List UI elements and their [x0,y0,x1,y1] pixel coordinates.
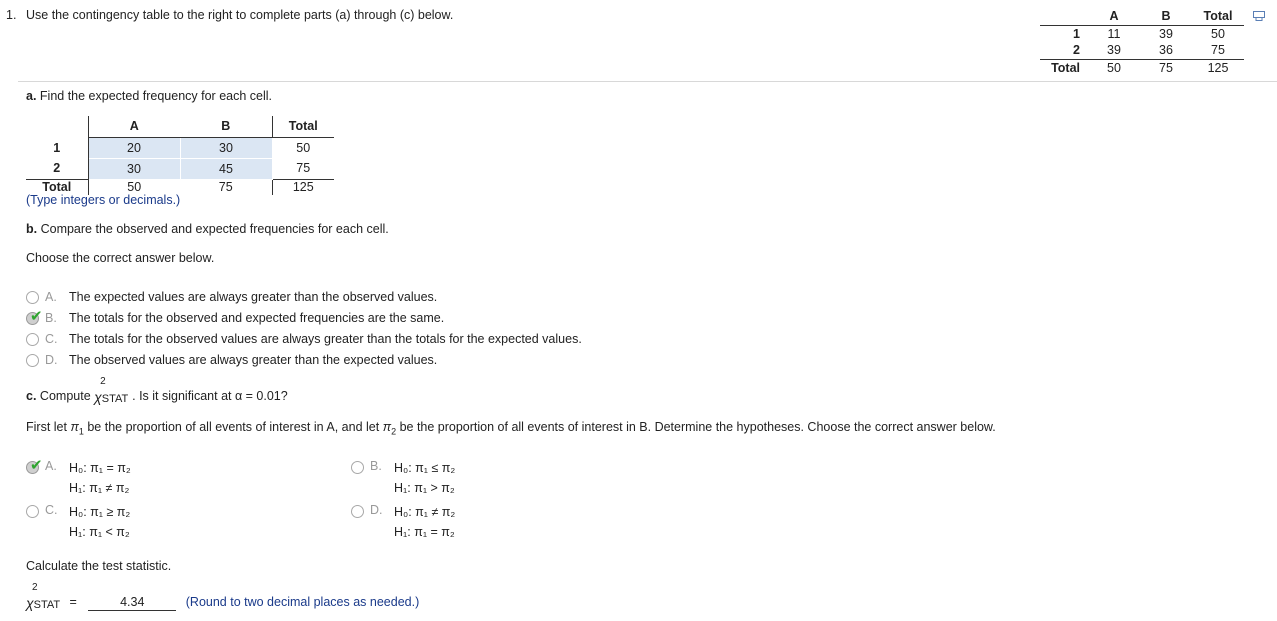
exp-header-total: Total [272,116,334,137]
chi-square-answer-input[interactable]: 4.34 [88,595,176,611]
expected-input-2a[interactable]: 30 [88,158,180,179]
table-popout-icon[interactable] [1253,11,1265,21]
expected-table [26,116,334,195]
check-icon: ✔ [30,457,43,474]
expected-input-2b[interactable]: 45 [180,158,272,179]
chi-square-answer-row: χSTAT 2 = 4.34 (Round to two decimal places as needed.) [26,582,420,611]
obs-header-b: B [1140,8,1192,25]
radio-button[interactable] [26,505,39,518]
expected-input-1b[interactable]: 30 [180,137,272,158]
table-row: 2 39 36 75 [1073,43,1225,58]
chi-square-symbol: χSTAT 2 [26,582,61,611]
table-row: 1 20 30 50 [26,137,334,158]
question-number: 1. [6,8,17,22]
obs-header-a: A [1088,8,1140,25]
exp-header-a: A [88,116,180,137]
part-a-label: a. Find the expected frequency for each cell. [26,89,273,103]
hypothesis-option-a[interactable]: ✔ A. H₀: π₁ = π₂ H₁: π₁ ≠ π₂ [26,458,131,498]
first-let-text: First let $\pi_1$ be the proportion of all events of interest in A, and let $\pi_2$ be the proportion of all events of interest in B. Determine the hypotheses. Choose the correct answer below. [26,420,996,437]
round-hint: (Round to two decimal places as needed.) [185,595,420,609]
check-icon: ✔ [30,307,43,325]
part-c-label: c. Compute χSTAT 2 . Is it significant at α = 0.01? [26,376,288,405]
hypothesis-option-b[interactable]: B. H₀: π₁ ≤ π₂ H₁: π₁ > π₂ [351,458,455,498]
radio-button[interactable] [26,354,39,367]
radio-button[interactable] [26,291,39,304]
observed-table [1040,8,1244,76]
option-b-a[interactable]: A. The expected values are always greater than the observed values. [26,290,437,304]
choose-instruction: Choose the correct answer below. [26,251,215,265]
expected-input-1a[interactable]: 20 [88,137,180,158]
radio-button[interactable] [26,333,39,346]
part-b-label: b. Compare the observed and expected frequencies for each cell. [26,222,389,236]
table-row: 2 30 45 75 [26,158,334,179]
radio-button[interactable] [351,505,364,518]
table-row: Total 50 75 125 [1040,59,1244,76]
radio-button-selected[interactable] [26,457,43,474]
calculate-instruction: Calculate the test statistic. [26,559,172,573]
question-text: Use the contingency table to the right to complete parts (a) through (c) below. [26,8,454,22]
radio-button[interactable] [351,461,364,474]
hypothesis-option-c[interactable]: C. H₀: π₁ ≥ π₂ H₁: π₁ < π₂ [26,502,130,542]
option-b-d[interactable]: D. The observed values are always greater than the expected values. [26,353,437,367]
table-row: Total 50 75 125 [26,179,334,195]
exp-header-b: B [180,116,272,137]
obs-header-total: Total [1192,8,1244,25]
table-row: 1 11 39 50 [1073,26,1225,41]
divider [18,81,1277,82]
hypothesis-option-d[interactable]: D. H₀: π₁ ≠ π₂ H₁: π₁ = π₂ [351,502,455,542]
option-b-b[interactable]: ✔ B. The totals for the observed and expected frequencies are the same. [26,311,444,325]
chi-square-symbol: χSTAT 2 [94,376,129,405]
radio-button-selected[interactable] [26,307,43,325]
option-b-c[interactable]: C. The totals for the observed values are always greater than the totals for the expected values. [26,332,582,346]
type-hint: (Type integers or decimals.) [26,193,181,207]
